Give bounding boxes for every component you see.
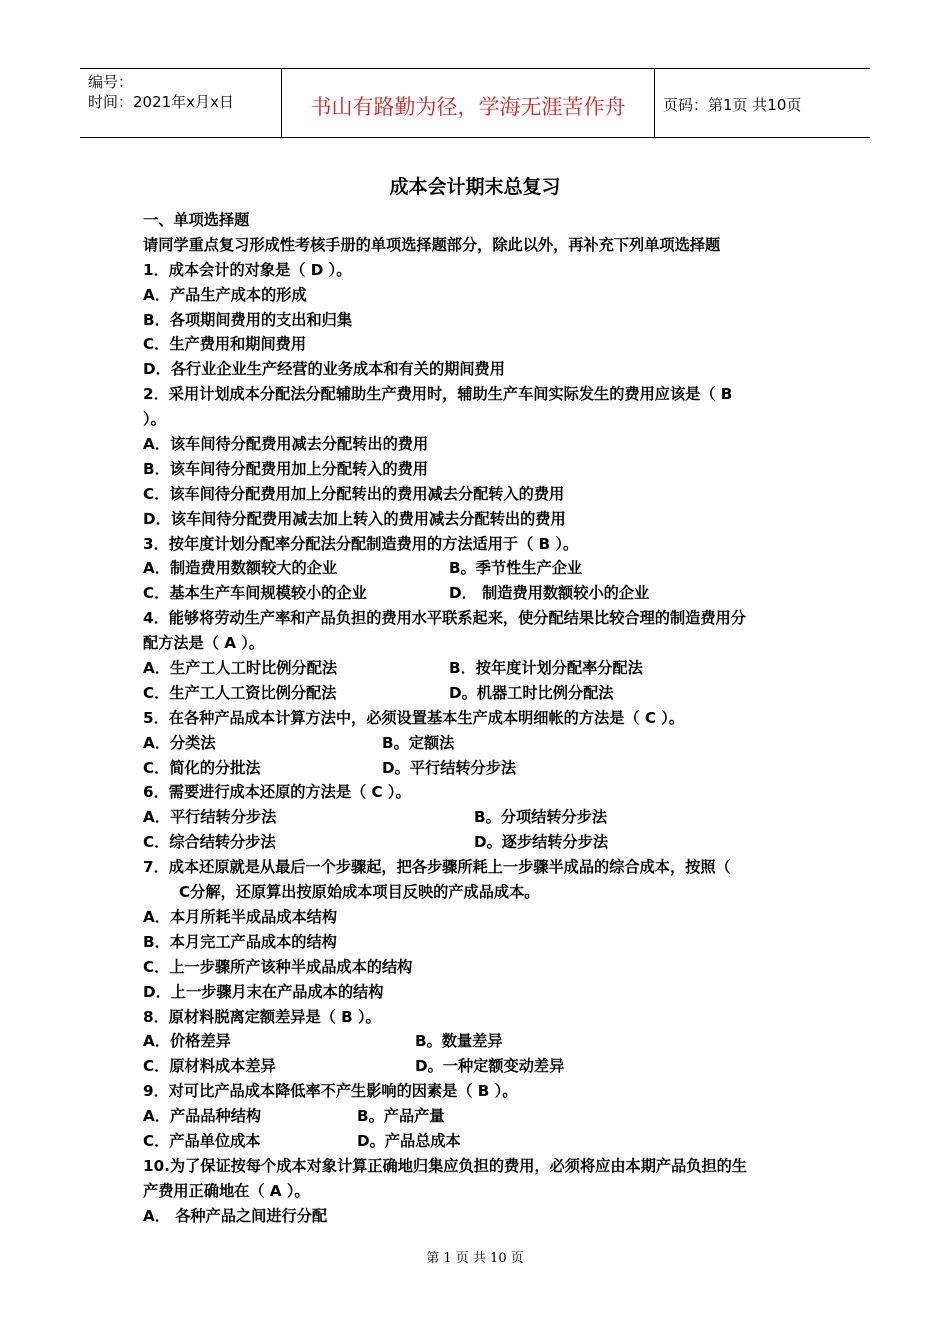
header-page-cell [655, 69, 870, 137]
document-body [143, 208, 813, 1229]
q5-option-a: A．分类法 [143, 733, 216, 752]
q3-stem: 3．按年度计划分配率分配法分配制造费用的方法适用于（ B ）。 [143, 534, 579, 553]
q4-option-d: D。机器工时比例分配法 [449, 683, 614, 702]
q3-options-ab [143, 556, 813, 581]
q5-options-cd [143, 756, 813, 781]
q3-option-c: C．基本生产车间规模较小的企业 [143, 584, 367, 603]
q2-option-a: A．该车间待分配费用减去分配转出的费用 [143, 435, 429, 454]
q10-option-a: A． 各种产品之间进行分配 [143, 1206, 328, 1225]
q5-option-c: C．简化的分批法 [143, 758, 261, 777]
q3-option-a: A．制造费用数额较大的企业 [143, 559, 338, 578]
q9-option-b: B。产品产量 [357, 1107, 445, 1126]
q10-stem-line2: 产费用正确地在（ A ）。 [143, 1181, 310, 1200]
q8-option-b: B。数量差异 [415, 1032, 503, 1051]
q3-option-b: B。季节性生产企业 [449, 559, 583, 578]
q9-options-cd [143, 1129, 813, 1154]
header-meta-cell [80, 69, 282, 137]
q1-stem: 1．成本会计的对象是（ D ）。 [143, 260, 352, 279]
q2-stem-line2: ）。 [143, 410, 166, 429]
q8-option-c: C．原材料成本差异 [143, 1057, 276, 1076]
q4-options-ab [143, 656, 813, 681]
q7-option-b: B．本月完工产品成本的结构 [143, 932, 337, 951]
q7-option-c: C．上一步骤所产该种半成品成本的结构 [143, 957, 413, 976]
q8-option-a: A．价格差异 [143, 1032, 231, 1051]
q1-option-a: A．产品生产成本的形成 [143, 285, 307, 304]
q4-stem-line2: 配方法是（ A ）。 [143, 634, 265, 653]
page-info: 页码：第1页 共10页 [663, 96, 802, 114]
q5-option-b: B。定额法 [382, 733, 455, 752]
document-header [80, 68, 870, 138]
q4-option-a: A．生产工人工时比例分配法 [143, 659, 338, 678]
q8-stem: 8．原材料脱离定额差异是（ B ）。 [143, 1007, 381, 1026]
q4-option-c: C．生产工人工资比例分配法 [143, 683, 337, 702]
q4-stem-line1: 4．能够将劳动生产率和产品负担的费用水平联系起来，使分配结果比较合理的制造费用分 [143, 609, 746, 628]
page-footer: 第 1 页 共 10 页 [426, 1251, 524, 1266]
q6-option-d: D。逐步结转分步法 [474, 833, 609, 852]
q8-options-ab [143, 1029, 813, 1054]
q2-option-c: C．该车间待分配费用加上分配转出的费用减去分配转入的费用 [143, 484, 565, 503]
q4-option-b: B．按年度计划分配率分配法 [449, 659, 643, 678]
q7-stem-line2: C分解，还原算出按原始成本项目反映的产成品成本。 [179, 883, 540, 902]
q2-option-b: B．该车间待分配费用加上分配转入的费用 [143, 459, 428, 478]
q2-option-d: D．该车间待分配费用减去加上转入的费用减去分配转出的费用 [143, 509, 566, 528]
q4-options-cd [143, 681, 813, 706]
q6-options-cd [143, 830, 813, 855]
q2-stem-line1: 2．采用计划成本分配法分配辅助生产费用时，辅助生产车间实际发生的费用应该是（ B [143, 385, 733, 404]
q7-option-a: A．本月所耗半成品成本结构 [143, 907, 338, 926]
section-heading: 一、单项选择题 [143, 211, 250, 229]
q7-option-d: D．上一步骤月末在产品成本的结构 [143, 982, 384, 1001]
q6-stem: 6．需要进行成本还原的方法是（ C ）。 [143, 783, 411, 802]
number-label: 编号： [88, 73, 134, 91]
q1-option-b: B．各项期间费用的支出和归集 [143, 310, 353, 329]
q3-options-cd [143, 581, 813, 606]
q1-option-c: C．生产费用和期间费用 [143, 335, 307, 354]
q5-option-d: D。平行结转分步法 [382, 758, 517, 777]
q8-option-d: D。一种定额变动差异 [415, 1057, 565, 1076]
q1-option-d: D．各行业企业生产经营的业务成本和有关的期间费用 [143, 360, 505, 379]
q5-options-ab [143, 731, 813, 756]
motto: 书山有路勤为径，学海无涯苦作舟 [310, 95, 626, 119]
header-motto-cell [282, 69, 655, 137]
q9-option-a: A．产品品种结构 [143, 1107, 262, 1126]
q9-option-c: C．产品单位成本 [143, 1131, 261, 1150]
time-label: 时间：2021年x月x日 [88, 93, 234, 111]
q8-options-cd [143, 1054, 813, 1079]
q7-stem-line1: 7．成本还原就是从最后一个步骤起，把各步骤所耗上一步骤半成品的综合成本，按照（ [143, 858, 731, 877]
q6-option-b: B。分项结转分步法 [474, 808, 608, 827]
q3-option-d: D． 制造费用数额较小的企业 [449, 584, 650, 603]
q5-stem: 5．在各种产品成本计算方法中，必须设置基本生产成本明细帐的方法是（ C ）。 [143, 708, 685, 727]
q6-option-a: A．平行结转分步法 [143, 808, 277, 827]
q6-options-ab [143, 805, 813, 830]
page-title: 成本会计期末总复习 [389, 176, 561, 198]
q6-option-c: C．综合结转分步法 [143, 833, 276, 852]
q9-stem: 9．对可比产品成本降低率不产生影响的因素是（ B ）。 [143, 1082, 518, 1101]
q9-options-ab [143, 1104, 813, 1129]
intro-text: 请同学重点复习形成性考核手册的单项选择题部分，除此以外，再补充下列单项选择题 [143, 235, 721, 254]
q9-option-d: D。产品总成本 [357, 1131, 461, 1150]
q10-stem-line1: 10.为了保证按每个成本对象计算正确地归集应负担的费用，必须将应由本期产品负担的生 [143, 1156, 748, 1175]
